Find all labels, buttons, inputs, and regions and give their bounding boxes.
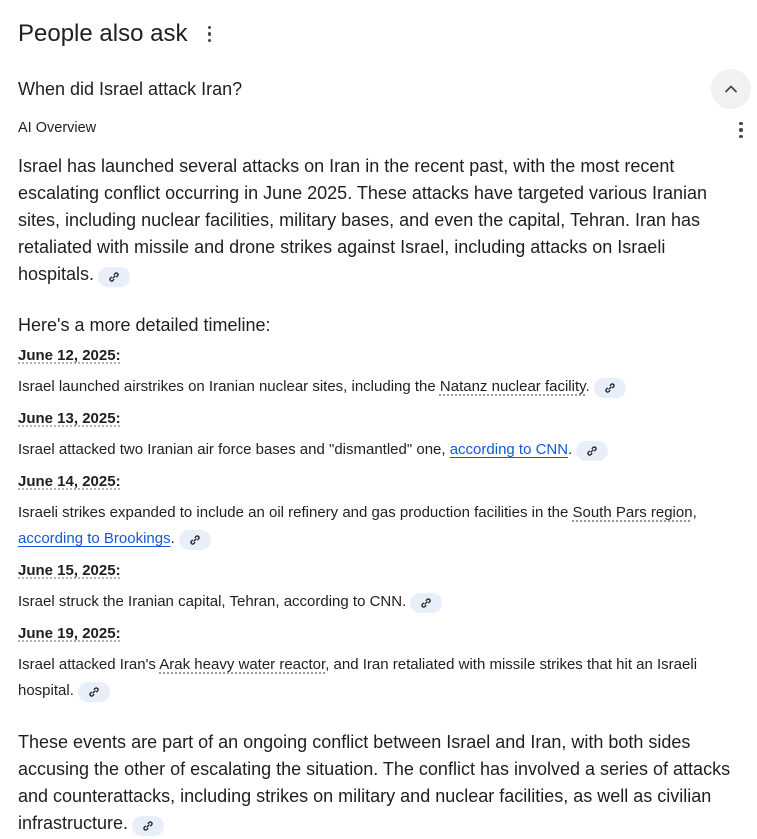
link-icon <box>88 686 100 698</box>
timeline-list <box>18 347 743 704</box>
overview-closing: These events are part of an ongoing conflict between Israel and Iran, with both sides accusing the other of escalating the situation. The conflict has involved a series of attacks and counterattacks, including strikes on military and nuclear facilities, as well as civilian infrastructure. <box>18 729 743 837</box>
citation-button[interactable] <box>179 530 211 550</box>
link-icon <box>142 820 154 832</box>
glossary-term[interactable]: Natanz nuclear facility <box>439 378 586 395</box>
citation-button[interactable] <box>576 441 608 461</box>
section-title: People also ask <box>18 20 188 47</box>
source-link[interactable]: according to CNN <box>449 441 569 458</box>
timeline-description: Israel launched airstrikes on Iranian nuclear sites, including the Natanz nuclear facility. <box>18 374 743 400</box>
timeline-date: June 14, 2025: <box>18 473 121 490</box>
chevron-up-icon <box>723 81 739 97</box>
timeline-description: Israel attacked Iran's Arak heavy water reactor, and Iran retaliated with missile strikes that hit an Israeli hospital. <box>18 652 743 704</box>
link-icon <box>108 271 120 283</box>
timeline-description: Israel attacked two Iranian air force bases and "dismantled" one, according to CNN. <box>18 437 743 463</box>
link-icon <box>189 534 201 546</box>
timeline-description: Israel struck the Iranian capital, Tehran, according to CNN. <box>18 589 743 615</box>
collapse-button[interactable] <box>711 69 751 109</box>
timeline-date: June 13, 2025: <box>18 410 121 427</box>
timeline-item <box>18 410 743 463</box>
source-link[interactable]: according to Brookings <box>18 530 171 547</box>
citation-button[interactable] <box>132 816 164 836</box>
citation-button[interactable] <box>98 267 130 287</box>
timeline-item <box>18 562 743 615</box>
link-icon <box>586 445 598 457</box>
overview-intro: Israel has launched several attacks on Iran in the recent past, with the most recent escalating conflict occurring in June 2025. These attacks have targeted various Iranian sites, including nuclear facilities, military bases, and even the capital, Tehran. Iran has retaliated with missile and drone strikes against Israel, including attacks on Israeli hospitals. <box>18 153 743 288</box>
timeline-intro: Here's a more detailed timeline: <box>18 315 271 335</box>
citation-button[interactable] <box>78 682 110 702</box>
timeline-item <box>18 625 743 704</box>
ai-overview-label: AI Overview <box>18 120 97 136</box>
more-vert-icon[interactable] <box>731 118 751 142</box>
paa-header <box>18 16 219 52</box>
more-vert-icon[interactable] <box>199 22 219 46</box>
timeline-date: June 15, 2025: <box>18 562 121 579</box>
link-icon <box>420 597 432 609</box>
timeline-item <box>18 473 743 552</box>
timeline-item <box>18 347 743 400</box>
glossary-term[interactable]: South Pars region <box>572 504 693 521</box>
timeline-description: Israeli strikes expanded to include an oil refinery and gas production facilities in the South Pars region, according to Brookings. <box>18 500 743 552</box>
citation-button[interactable] <box>410 593 442 613</box>
timeline-date: June 12, 2025: <box>18 347 121 364</box>
link-icon <box>604 382 616 394</box>
timeline-date: June 19, 2025: <box>18 625 121 642</box>
citation-button[interactable] <box>594 378 626 398</box>
paa-question-row[interactable] <box>18 70 751 108</box>
question-text: When did Israel attack Iran? <box>18 78 243 99</box>
glossary-term[interactable]: Arak heavy water reactor <box>159 656 326 673</box>
ai-overview-content <box>18 153 743 837</box>
